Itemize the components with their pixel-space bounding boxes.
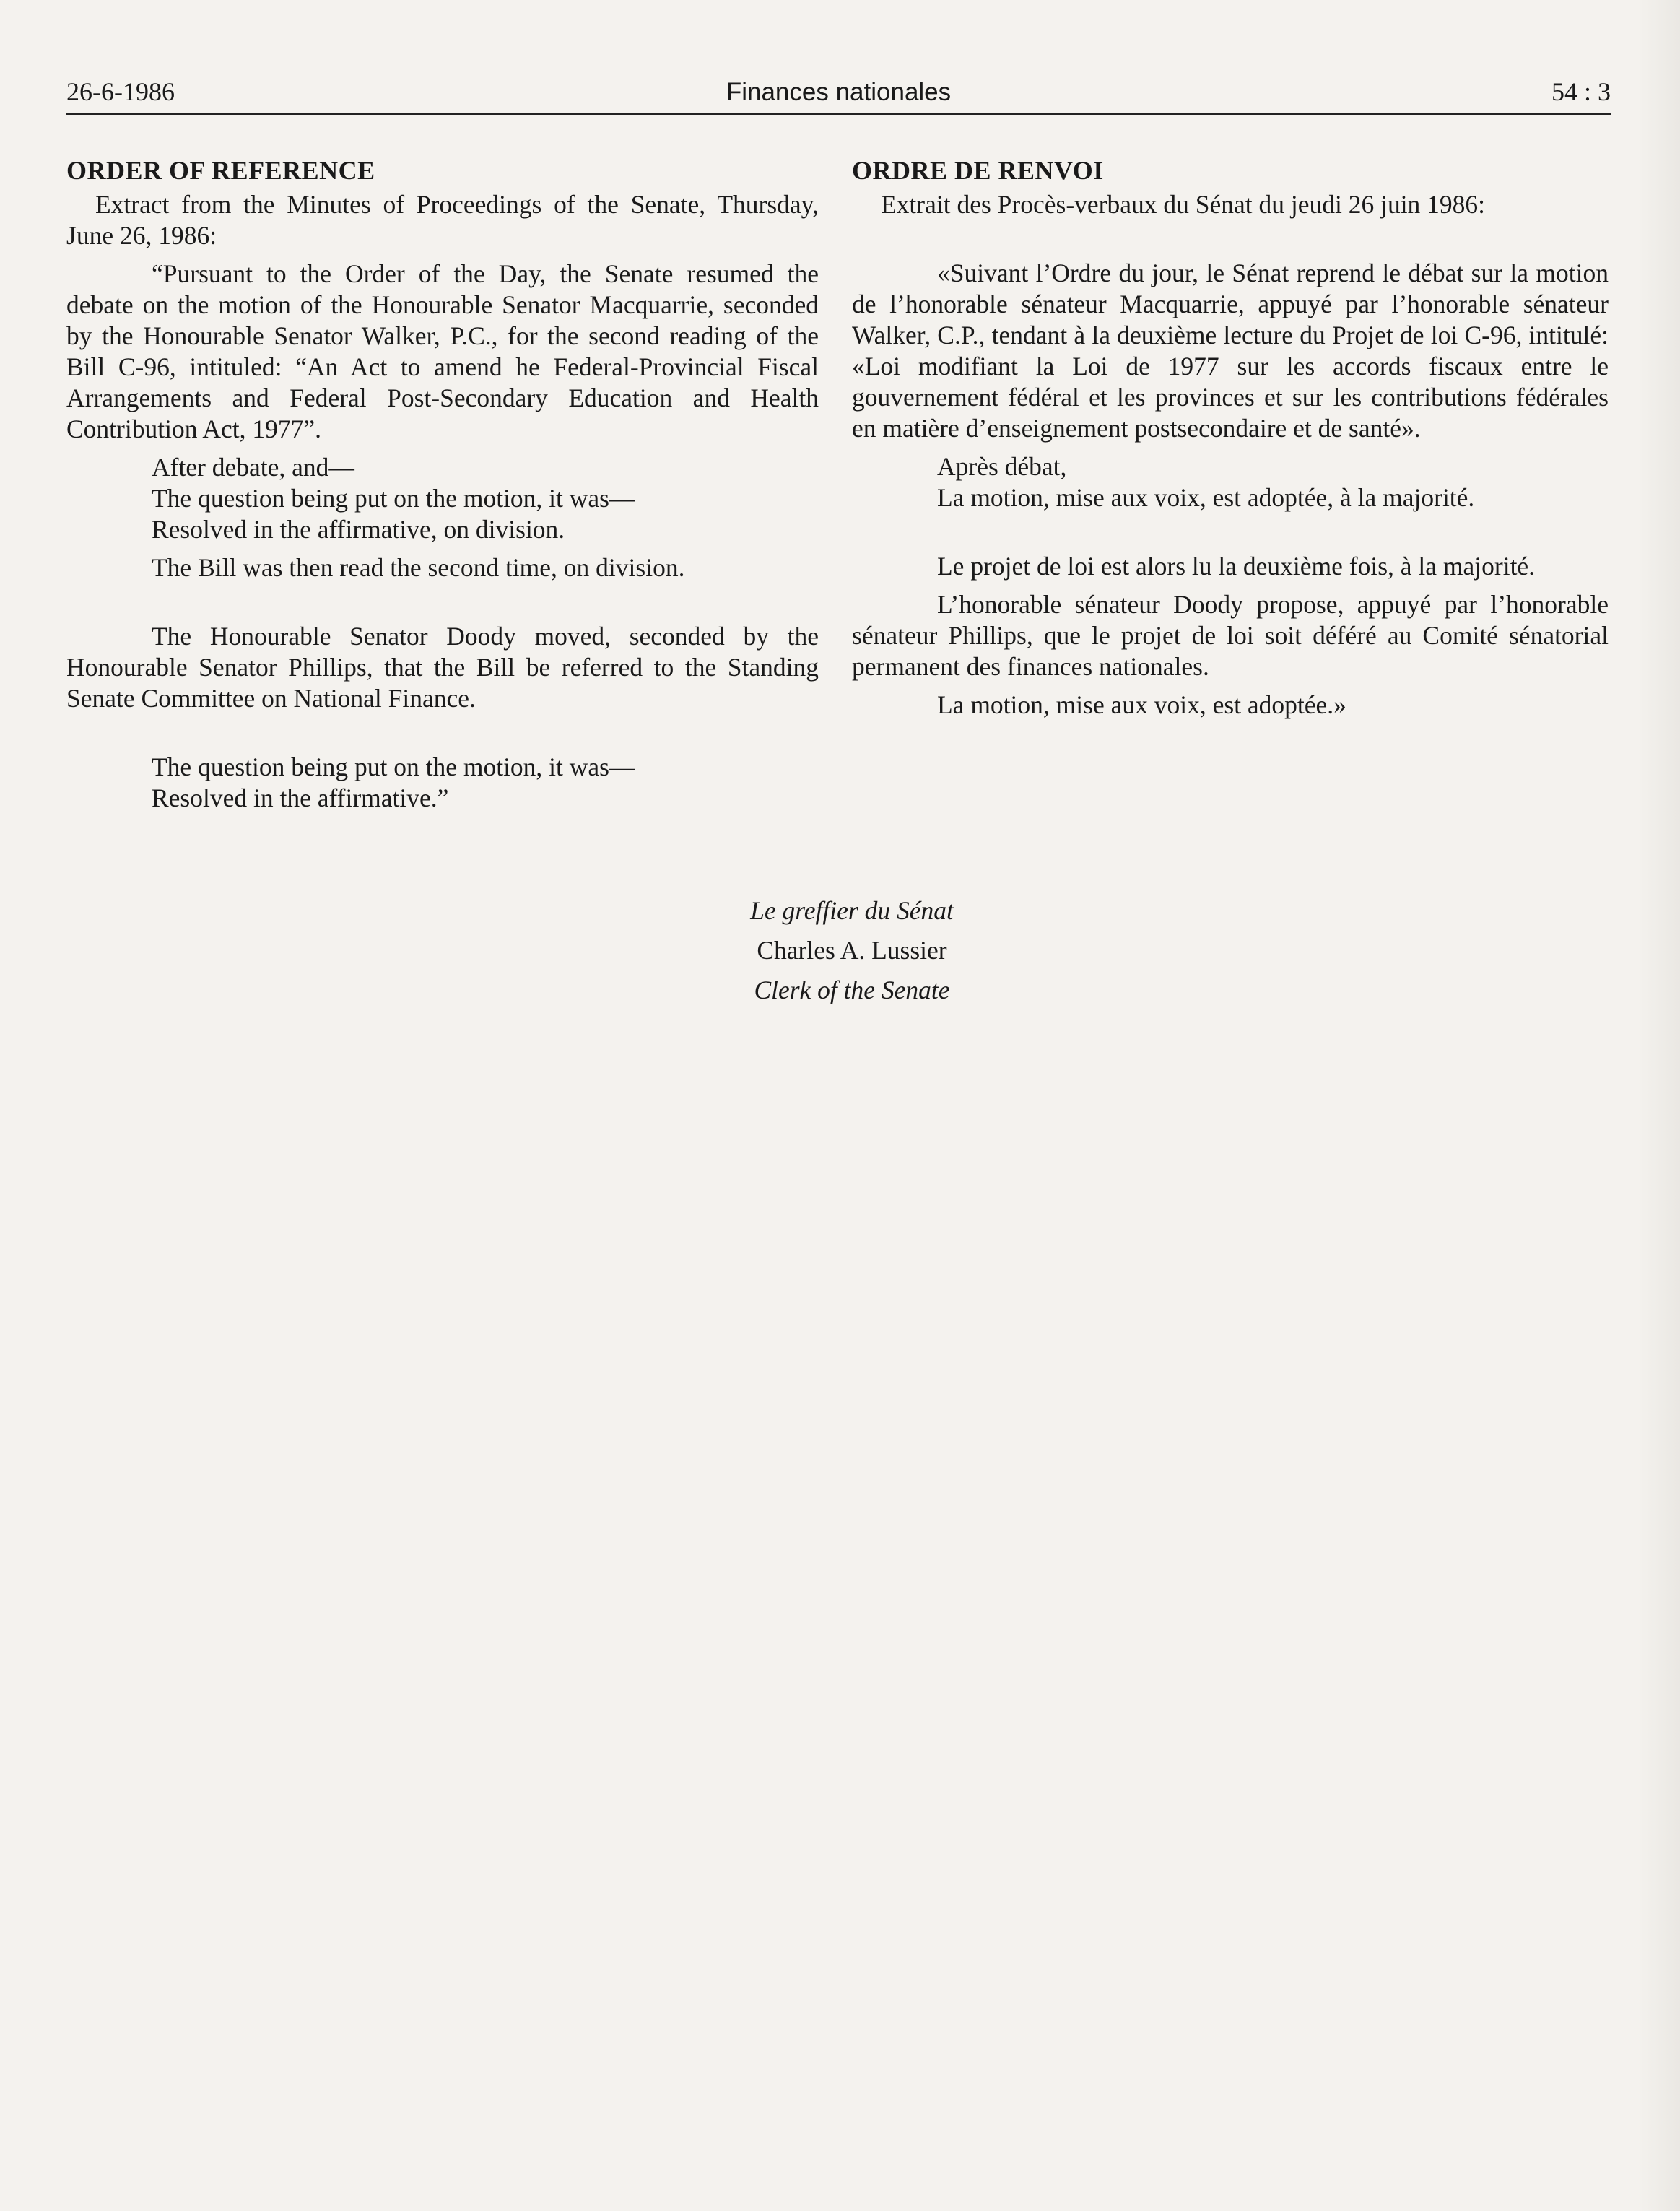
signature-title-fr: Le greffier du Sénat xyxy=(750,896,954,925)
english-second-reading: The Bill was then read the second time, on division. xyxy=(152,553,685,582)
english-intro: Extract from the Minutes of Proceedings of the Senate, Thursday, June 26, 1986: xyxy=(66,190,819,250)
page-edge-shadow xyxy=(1637,0,1680,2211)
french-column xyxy=(852,155,1609,721)
french-heading: ORDRE DE RENVOI xyxy=(852,156,1104,185)
signature-block xyxy=(650,895,1054,1015)
french-moved: L’honorable sénateur Doody propose, appuyé par l’honorable sénateur Phillips, que le projet de loi soit déféré au Comité sénatorial permanent des finances nationales. xyxy=(852,590,1609,681)
french-intro: Extrait des Procès-verbaux du Sénat du jeudi 26 juin 1986: xyxy=(881,190,1486,219)
header-title: Finances nationales xyxy=(726,78,952,106)
page-header xyxy=(66,72,1611,115)
french-after-debate: Après débat, xyxy=(937,452,1067,481)
english-quote: “Pursuant to the Order of the Day, the Senate resumed the debate on the motion of the Honourable Senator Macquarrie, seconded by the Honourable Senator Walker, P.C., for the second reading of the Bill C-96, intituled: “An Act to amend he Federal-Provincial Fiscal Arrangements and Federal Post-Secondary Education and Health Contribution Act, 1977”. xyxy=(66,259,819,443)
signature-title-en: Clerk of the Senate xyxy=(754,976,950,1004)
header-date: 26-6-1986 xyxy=(66,77,175,106)
french-motion-1: La motion, mise aux voix, est adoptée, à la majorité. xyxy=(937,483,1475,512)
english-resolved-1: Resolved in the affirmative, on division. xyxy=(152,515,565,544)
english-heading: ORDER OF REFERENCE xyxy=(66,156,375,185)
english-resolved-2: Resolved in the affirmative.” xyxy=(152,783,449,812)
english-moved: The Honourable Senator Doody moved, seconded by the Honourable Senator Phillips, that the Bill be referred to the Standing Senate Committee on National Finance. xyxy=(66,622,819,713)
french-quote: «Suivant l’Ordre du jour, le Sénat reprend le débat sur la motion de l’honorable sénateur Macquarrie, appuyé par l’honorable sénateur Walker, C.P., tendant à la deuxième lecture du Projet de loi C-96, intitulé: «Loi modifiant la Loi de 1977 sur les accords fiscaux entre le gouvernement fédéral et les provinces et sur les contributions fédérales en matière d’enseignement postsecondaire et de santé». xyxy=(852,259,1609,443)
header-page-number: 54 : 3 xyxy=(1551,77,1611,106)
french-second-reading: Le projet de loi est alors lu la deuxième fois, à la majorité. xyxy=(937,552,1536,581)
english-question-1: The question being put on the motion, it was— xyxy=(152,484,635,513)
english-column xyxy=(66,155,819,814)
english-question-2: The question being put on the motion, it was— xyxy=(152,752,635,781)
signature-name: Charles A. Lussier xyxy=(757,936,947,965)
french-motion-2: La motion, mise aux voix, est adoptée.» xyxy=(937,690,1346,719)
english-after-debate: After debate, and— xyxy=(152,453,354,482)
